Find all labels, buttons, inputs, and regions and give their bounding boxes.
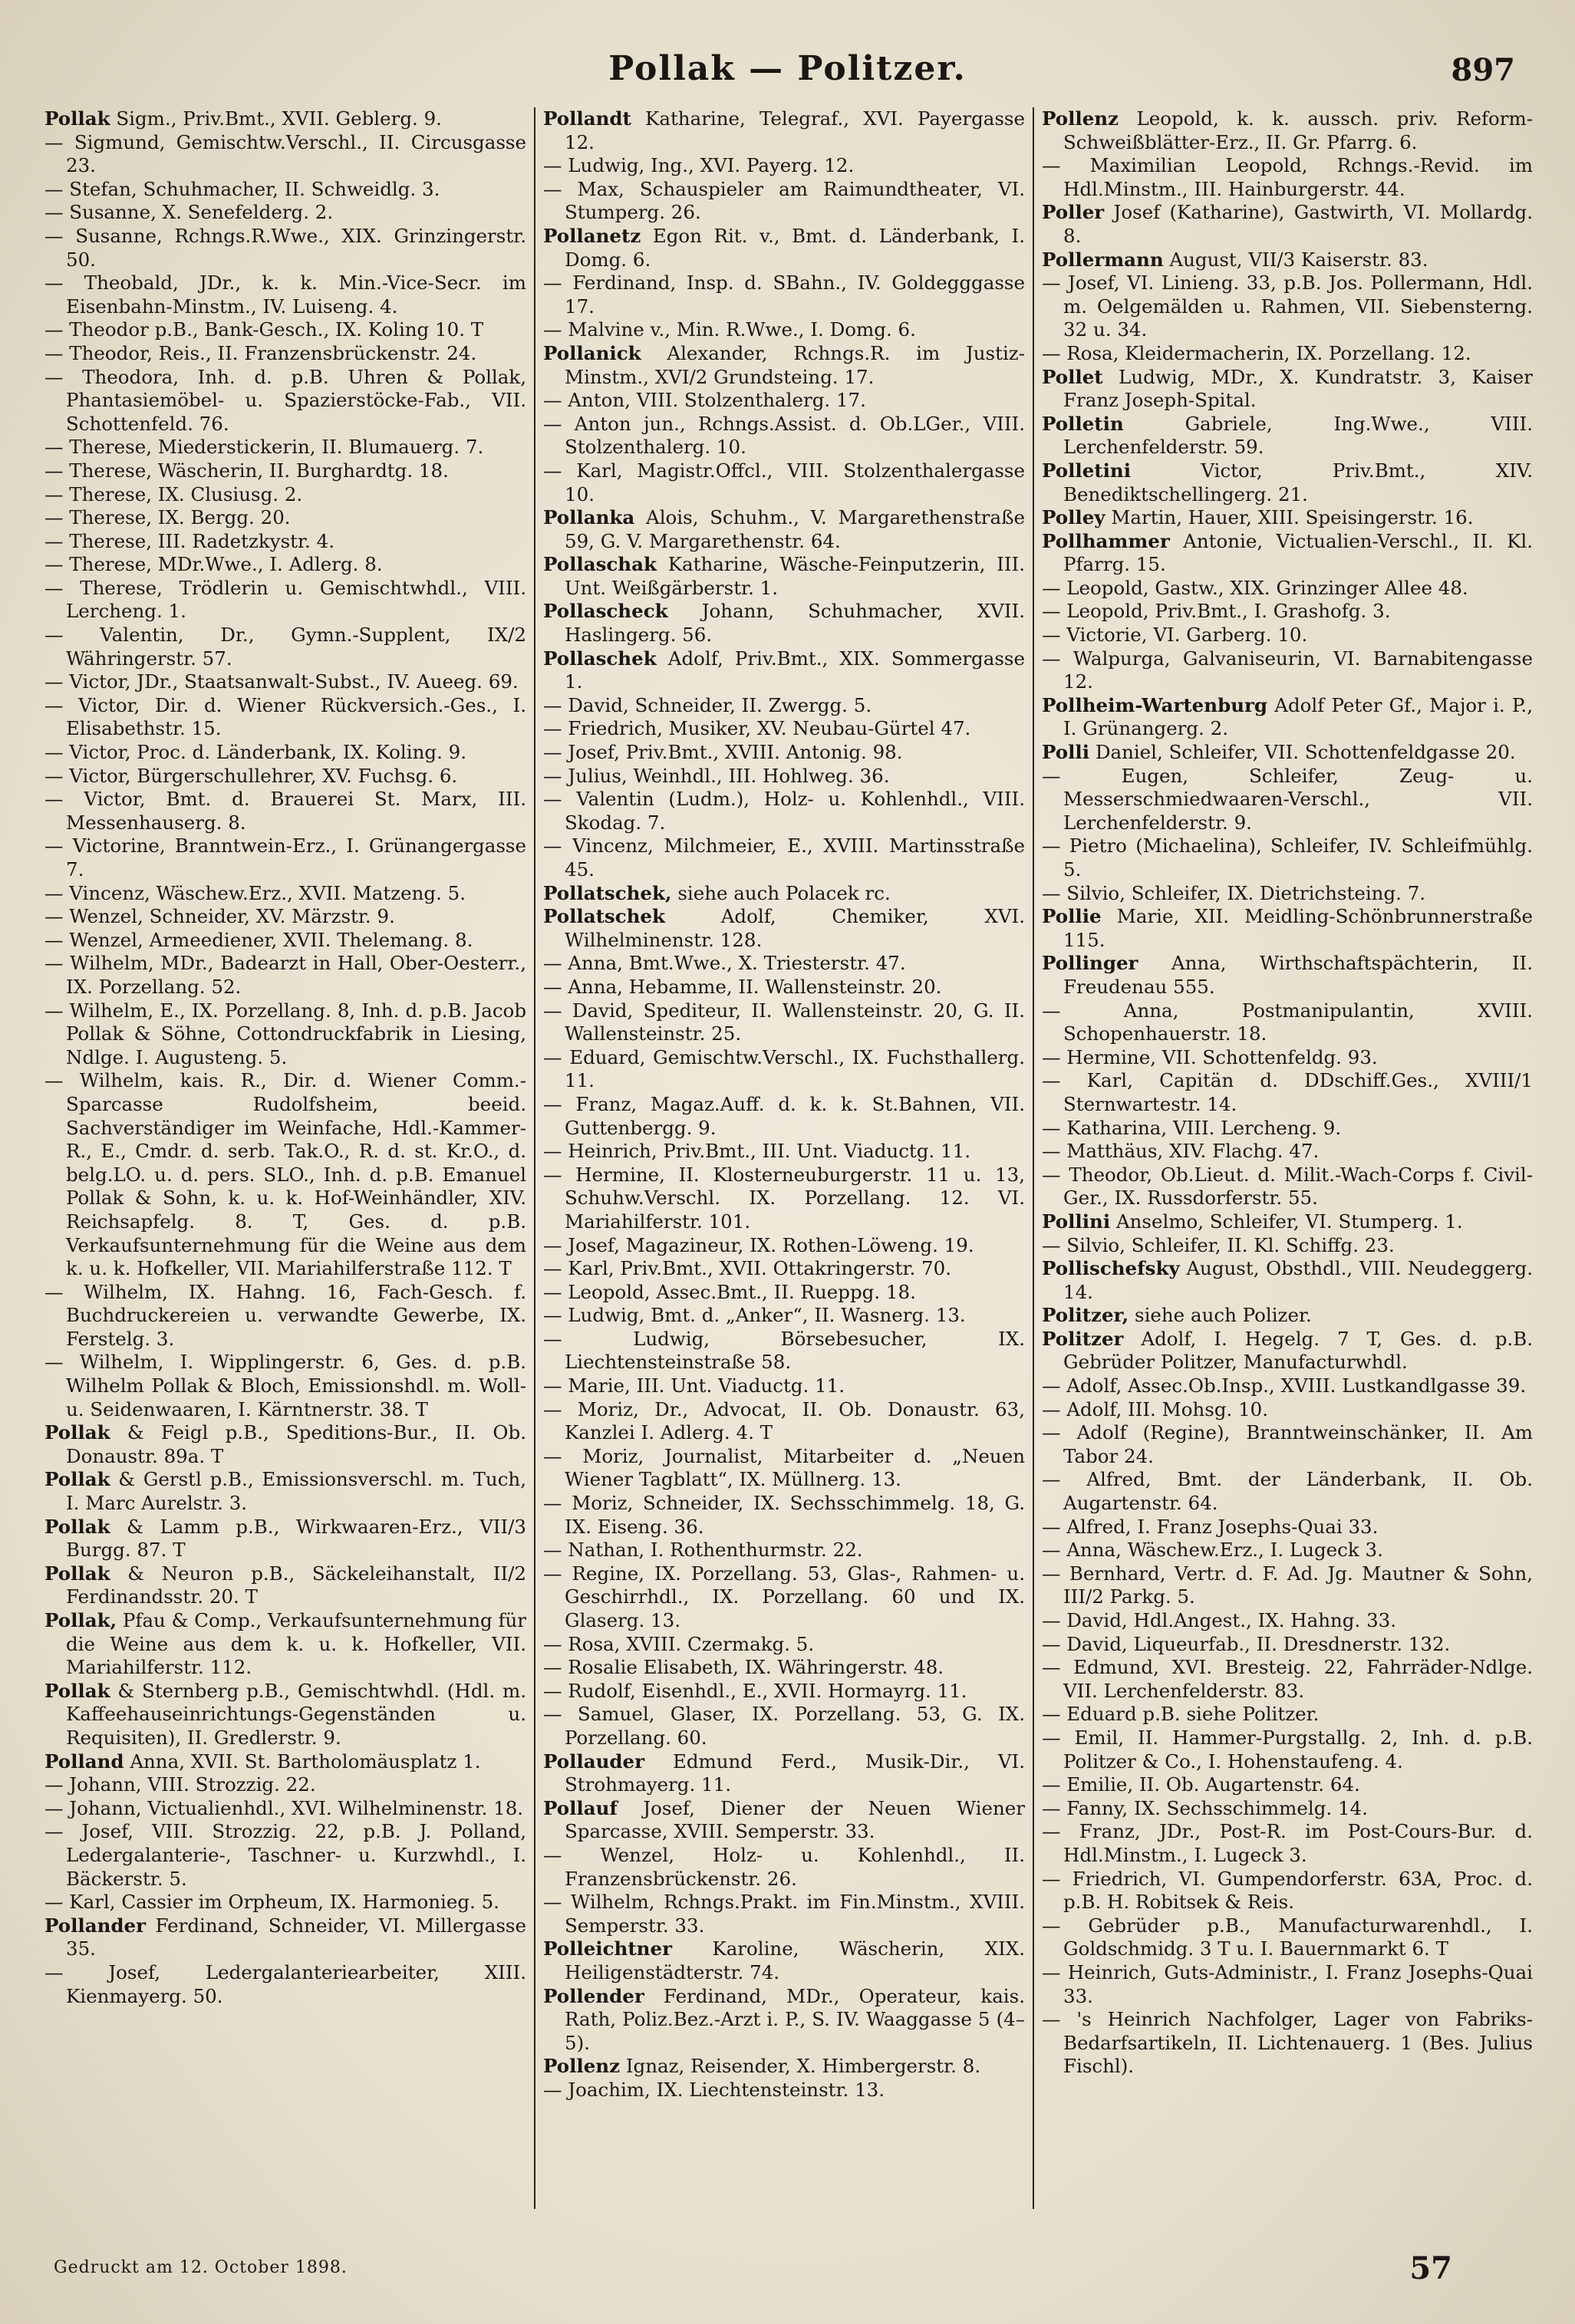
directory-entry: — Karl, Priv.Bmt., XVII. Ottakringerstr. 70. — [543, 1257, 952, 1280]
directory-entry: — Victor, Dir. d. Wiener Rückversich.-Ges., I. Elisabethstr. 15. — [44, 693, 526, 740]
headword: Poller — [1042, 201, 1105, 224]
directory-entry: — Wenzel, Armeediener, XVII. Thelemang. 8. — [44, 928, 473, 951]
headword: Pollender — [543, 1984, 644, 2007]
directory-entry: Pollak & Gerstl p.B., Emissionsverschl. m. Tuch, I. Marc Aurelstr. 3. — [44, 1468, 526, 1515]
directory-entry: — Therese, Miederstickerin, II. Blumauerg. 7. — [44, 436, 484, 459]
directory-entry: — Regine, IX. Porzellang. 53, Glas-, Rahmen- u. Geschirrhdl., IX. Porzellang. 60 und IX. Glaserg. 13. — [543, 1562, 1025, 1631]
directory-entry: — Ferdinand, Insp. d. SBahn., IV. Goldegggasse 17. — [543, 272, 1025, 318]
directory-entry: — Pietro (Michaelina), Schleifer, IV. Schleifmühlg. 5. — [1042, 834, 1533, 881]
directory-entry: Pollini Anselmo, Schleifer, VI. Stumperg. 1. — [1042, 1210, 1463, 1233]
directory-entry: — David, Liqueurfab., II. Dresdnerstr. 132. — [1042, 1632, 1451, 1655]
directory-entry: — Malvine v., Min. R.Wwe., I. Domg. 6. — [543, 318, 916, 341]
directory-entry: — David, Hdl.Angest., IX. Hahng. 33. — [1042, 1609, 1397, 1631]
directory-entry: — Wilhelm, kais. R., Dir. d. Wiener Comm.-Sparcasse Rudolfsheim, beeid. Sachverständiger im Weinfache, Hdl.-Kammer-R., E., Cmdr. d. serb. Tak.O., R. d. st. Kr.O., d. belg.LO. u. d. pers. SLO., Inh. d. p.B. Emanuel Pollak & Sohn, k. u. k. Hof-Weinhändler, XIV. Reichsapfelg. 8. T, Ges. d. p.B. Verkaufsunternehmung für die Weine aus dem k. u. k. Hofkeller, VII. Mariahilferstraße 112. T — [44, 1069, 526, 1280]
headword: Pollet — [1042, 365, 1103, 388]
directory-entry: — Friedrich, Musiker, XV. Neubau-Gürtel 47. — [543, 717, 971, 740]
headword: Politzer, — [1042, 1304, 1129, 1327]
directory-entry: Polli Daniel, Schleifer, VII. Schottenfeldgasse 20. — [1042, 741, 1516, 764]
directory-entry: — Adolf (Regine), Branntweinschänker, II. Am Tabor 24. — [1042, 1421, 1533, 1467]
directory-entry: — Theodor, Reis., II. Franzensbrückenstr. 24. — [44, 341, 477, 364]
directory-entry: — Susanne, X. Senefelderg. 2. — [44, 201, 334, 224]
headword: Pollak — [44, 1562, 110, 1585]
page-number: 897 — [1451, 52, 1515, 88]
directory-entry: — Fanny, IX. Sechsschimmelg. 14. — [1042, 1796, 1368, 1819]
directory-entry: — David, Spediteur, II. Wallensteinstr. 20, G. II. Wallensteinstr. 25. — [543, 999, 1025, 1045]
directory-entry: Pollaschek Adolf, Priv.Bmt., XIX. Sommergasse 1. — [543, 647, 1025, 693]
directory-entry: — Sigmund, Gemischtw.Verschl., II. Circusgasse 23. — [44, 130, 526, 177]
directory-entry: — Karl, Capitän d. DDschiff.Ges., XVIII/1 Sternwartestr. 14. — [1042, 1069, 1533, 1115]
directory-entry: — Edmund, XVI. Bresteig. 22, Fahrräder-Ndlge. VII. Lerchenfelderstr. 83. — [1042, 1656, 1533, 1702]
directory-entry: — Therese, MDr.Wwe., I. Adlerg. 8. — [44, 553, 383, 576]
headword: Pollie — [1042, 905, 1102, 928]
directory-entry: — Valentin, Dr., Gymn.-Supplent, IX/2 Währingerstr. 57. — [44, 624, 526, 670]
directory-entry: — Julius, Weinhdl., III. Hohlweg. 36. — [543, 764, 890, 787]
directory-entry: — Adolf, Assec.Ob.Insp., XVIII. Lustkandlgasse 39. — [1042, 1374, 1527, 1397]
directory-entry: — Johann, Victualienhdl., XVI. Wilhelminenstr. 18. — [44, 1796, 524, 1819]
directory-entry: — Adolf, III. Mohsg. 10. — [1042, 1397, 1269, 1420]
directory-entry: Pollanetz Egon Rit. v., Bmt. d. Länderbank, I. Domg. 6. — [543, 224, 1025, 271]
directory-entry: — Moriz, Dr., Advocat, II. Ob. Donaustr. 63, Kanzlei I. Adlerg. 4. T — [543, 1397, 1025, 1444]
directory-entry: — Rosalie Elisabeth, IX. Währingerstr. 48. — [543, 1656, 944, 1679]
directory-entry: — Karl, Cassier im Orpheum, IX. Harmonieg. 5. — [44, 1891, 499, 1914]
sheet-number: 57 — [1409, 2250, 1452, 2286]
column-3 — [1042, 107, 1533, 2209]
directory-entry: — Eduard p.B. siehe Politzer. — [1042, 1703, 1320, 1726]
directory-entry: — Anna, Wäschew.Erz., I. Lugeck 3. — [1042, 1539, 1383, 1562]
headword: Pollak — [44, 1468, 110, 1491]
page-header — [46, 49, 1529, 103]
directory-entry: — Marie, III. Unt. Viaductg. 11. — [543, 1374, 845, 1397]
directory-entry: — Gebrüder p.B., Manufacturwarenhdl., I. Goldschmidg. 3 T u. I. Bauernmarkt 6. T — [1042, 1914, 1533, 1960]
headword: Pollini — [1042, 1210, 1111, 1233]
directory-entry: — Therese, Wäscherin, II. Burghardtg. 18. — [44, 459, 449, 482]
directory-entry: Pollenz Ignaz, Reisender, X. Himbergerstr. 8. — [543, 2055, 981, 2078]
directory-entry: — Josef, Ledergalanteriearbeiter, XIII. Kienmayerg. 50. — [44, 1960, 526, 2007]
headword: Pollandt — [543, 107, 631, 130]
directory-entry: — Leopold, Assec.Bmt., II. Rueppg. 18. — [543, 1280, 916, 1303]
directory-entry: — Vincenz, Wäschew.Erz., XVII. Matzeng. 5. — [44, 881, 466, 904]
directory-entry: Polleichtner Karoline, Wäscherin, XIX. Heiligenstädterstr. 74. — [543, 1937, 1025, 1983]
directory-entry: Pollak & Feigl p.B., Speditions-Bur., II. Ob. Donaustr. 89a. T — [44, 1421, 526, 1467]
directory-entry: — Franz, JDr., Post-R. im Post-Cours-Bur. d. Hdl.Minstm., I. Lugeck 3. — [1042, 1820, 1533, 1866]
directory-entry: — Therese, Trödlerin u. Gemischtwhdl., VIII. Lercheng. 1. — [44, 576, 526, 623]
directory-entry: Polland Anna, XVII. St. Bartholomäusplatz 1. — [44, 1750, 481, 1773]
directory-entry: — Silvio, Schleifer, IX. Dietrichsteing. 7. — [1042, 881, 1426, 904]
column-1 — [44, 107, 526, 2209]
headword: Pollanetz — [543, 224, 641, 247]
headword: Pollak — [44, 1421, 110, 1444]
directory-entry: — Josef, VIII. Strozzig. 22, p.B. J. Polland, Ledergalanterie-, Taschner- u. Kurzwhdl., I. Bäckerstr. 5. — [44, 1820, 526, 1890]
directory-entry: — Maximilian Leopold, Rchngs.-Revid. im Hdl.Minstm., III. Hainburgerstr. 44. — [1042, 154, 1533, 200]
headword: Pollak — [44, 1515, 110, 1538]
directory-entry: Pollermann August, VII/3 Kaiserstr. 83. — [1042, 248, 1428, 271]
directory-entry: — Heinrich, Priv.Bmt., III. Unt. Viaductg. 11. — [543, 1140, 971, 1163]
directory-entry: Pollak & Lamm p.B., Wirkwaaren-Erz., VII/3 Burgg. 87. T — [44, 1515, 526, 1562]
directory-entry: — Josef, Magazineur, IX. Rothen-Löweng. 19. — [543, 1233, 974, 1256]
directory-entry: — Theodor p.B., Bank-Gesch., IX. Koling 10. T — [44, 318, 484, 341]
directory-entry: — Katharina, VIII. Lercheng. 9. — [1042, 1116, 1342, 1139]
headword: Pollak — [44, 1679, 110, 1702]
headword: Polland — [44, 1750, 124, 1773]
directory-entry: — Anna, Hebamme, II. Wallensteinstr. 20. — [543, 975, 942, 998]
headword: Pollatschek — [543, 905, 665, 928]
directory-entry: — Anton, VIII. Stolzenthalerg. 17. — [543, 389, 866, 412]
headword: Pollaschek — [543, 647, 657, 670]
directory-entry: — Bernhard, Vertr. d. F. Ad. Jg. Mautner & Sohn, III/2 Parkg. 5. — [1042, 1562, 1533, 1608]
directory-entry: — Stefan, Schuhmacher, II. Schweidlg. 3. — [44, 177, 440, 200]
directory-entry: — Ludwig, Bmt. d. „Anker“, II. Wasnerg. 13. — [543, 1304, 966, 1327]
directory-entry: — Wilhelm, E., IX. Porzellang. 8, Inh. d. p.B. Jacob Pollak & Söhne, Cottondruckfabrik in Liesing, Ndlge. I. Augusteng. 5. — [44, 999, 526, 1068]
column-2 — [543, 107, 1025, 2209]
headword: Pollanka — [543, 506, 635, 529]
headword: Polleichtner — [543, 1937, 672, 1960]
directory-entry: — Moriz, Schneider, IX. Sechsschimmelg. 18, G. IX. Eiseng. 36. — [543, 1492, 1025, 1538]
directory-entry: Polletin Gabriele, Ing.Wwe., VIII. Lerchenfelderstr. 59. — [1042, 412, 1533, 459]
directory-entry: Pollander Ferdinand, Schneider, VI. Millergasse 35. — [44, 1914, 526, 1960]
directory-entry: — Wilhelm, MDr., Badearzt in Hall, Ober-Oesterr., IX. Porzellang. 52. — [44, 952, 526, 998]
directory-entry: Pollauf Josef, Diener der Neuen Wiener Sparcasse, XVIII. Semperstr. 33. — [543, 1796, 1025, 1843]
directory-entry: — Matthäus, XIV. Flachg. 47. — [1042, 1140, 1320, 1163]
directory-entry: — Heinrich, Guts-Administr., I. Franz Josephs-Quai 33. — [1042, 1960, 1533, 2007]
headword: Pollermann — [1042, 248, 1164, 271]
running-head: Pollak — Politzer. — [608, 49, 967, 88]
column-rule — [1033, 107, 1034, 2209]
directory-entry: — Anna, Postmanipulantin, XVIII. Schopenhauerstr. 18. — [1042, 999, 1533, 1045]
directory-entry: Pollender Ferdinand, MDr., Operateur, kais. Rath, Poliz.Bez.-Arzt i. P., S. IV. Waaggasse 5 (4–5). — [543, 1984, 1025, 2054]
directory-entry: — Eduard, Gemischtw.Verschl., IX. Fuchsthallerg. 11. — [543, 1045, 1025, 1092]
headword: Pollhammer — [1042, 529, 1170, 552]
directory-entry: — Alfred, Bmt. der Länderbank, II. Ob. Augartenstr. 64. — [1042, 1468, 1533, 1515]
headword: Pollak — [44, 107, 110, 130]
directory-entry: — Wenzel, Holz- u. Kohlenhdl., II. Franzensbrückenstr. 26. — [543, 1843, 1025, 1890]
directory-entry: — Susanne, Rchngs.R.Wwe., XIX. Grinzingerstr. 50. — [44, 224, 526, 271]
directory-entry: — Victorie, VI. Garberg. 10. — [1042, 624, 1308, 647]
directory-entry: — Therese, IX. Clusiusg. 2. — [44, 482, 303, 505]
headword: Pollauder — [543, 1750, 645, 1773]
directory-entry: — Franz, Magaz.Auff. d. k. k. St.Bahnen, VII. Guttenbergg. 9. — [543, 1092, 1025, 1139]
directory-entry: — Alfred, I. Franz Josephs-Quai 33. — [1042, 1515, 1379, 1538]
column-rule — [534, 107, 535, 2209]
page-footer — [54, 2250, 1529, 2301]
directory-entry: — Hermine, VII. Schottenfeldg. 93. — [1042, 1045, 1378, 1068]
directory-entry: — Josef, Priv.Bmt., XVIII. Antonig. 98. — [543, 741, 903, 764]
directory-entry: Pollie Marie, XII. Meidling-Schönbrunnerstraße 115. — [1042, 905, 1533, 951]
directory-entry: Pollinger Anna, Wirthschaftspächterin, II. Freudenau 555. — [1042, 952, 1533, 998]
directory-entry: Pollenz Leopold, k. k. aussch. priv. Reform-Schweißblätter-Erz., II. Gr. Pfarrg. 6. — [1042, 107, 1533, 153]
directory-entry: — Leopold, Priv.Bmt., I. Grashofg. 3. — [1042, 600, 1391, 623]
directory-entry: Politzer, siehe auch Polizer. — [1042, 1304, 1312, 1327]
directory-entry: — Wilhelm, I. Wipplingerstr. 6, Ges. d. p.B. Wilhelm Pollak & Bloch, Emissionshdl. m. Woll- u. Seidenwaaren, I. Kärntnerstr. 38. T — [44, 1351, 526, 1420]
directory-entry: Politzer Adolf, I. Hegelg. 7 T, Ges. d. p.B. Gebrüder Politzer, Manufacturwhdl. — [1042, 1327, 1533, 1374]
directory-entry: — Leopold, Gastw., XIX. Grinzinger Allee 48. — [1042, 576, 1468, 599]
directory-entry: — Rudolf, Eisenhdl., E., XVII. Hormayrg. 11. — [543, 1679, 967, 1702]
directory-entry: Pollauder Edmund Ferd., Musik-Dir., VI. Strohmayerg. 11. — [543, 1750, 1025, 1796]
directory-entry: — Theodora, Inh. d. p.B. Uhren & Pollak, Phantasiemöbel- u. Spazierstöcke-Fab., VII. Schottenfeld. 76. — [44, 365, 526, 435]
directory-entry: — Rosa, Kleidermacherin, IX. Porzellang. 12. — [1042, 341, 1471, 364]
directory-entry: — Johann, VIII. Strozzig. 22. — [44, 1773, 316, 1796]
directory-entry: — Valentin (Ludm.), Holz- u. Kohlenhdl., VIII. Skodag. 7. — [543, 788, 1025, 834]
directory-entry: — Walpurga, Galvaniseurin, VI. Barnabitengasse 12. — [1042, 647, 1533, 693]
directory-entry: Pollheim-Wartenburg Adolf Peter Gf., Major i. P., I. Grünangerg. 2. — [1042, 693, 1533, 740]
headword: Pollenz — [1042, 107, 1119, 130]
directory-entry: — Victorine, Branntwein-Erz., I. Grünangergasse 7. — [44, 834, 526, 881]
print-date: Gedruckt am 12. October 1898. — [54, 2258, 348, 2277]
directory-entry: — Theodor, Ob.Lieut. d. Milit.-Wach-Corps f. Civil-Ger., IX. Russdorferstr. 55. — [1042, 1163, 1533, 1210]
directory-entry: — Theobald, JDr., k. k. Min.-Vice-Secr. im Eisenbahn-Minstm., IV. Luiseng. 4. — [44, 272, 526, 318]
directory-entry: Pollet Ludwig, MDr., X. Kundratstr. 3, Kaiser Franz Joseph-Spital. — [1042, 365, 1533, 412]
directory-entry: — Rosa, XVIII. Czermakg. 5. — [543, 1632, 815, 1655]
headword: Pollinger — [1042, 952, 1138, 975]
headword: Pollatschek, — [543, 881, 672, 904]
directory-entry: — Eugen, Schleifer, Zeug- u. Messerschmiedwaaren-Verschl., VII. Lerchenfelderstr. 9. — [1042, 764, 1533, 834]
directory-entry: Polley Martin, Hauer, XIII. Speisingerstr. 16. — [1042, 506, 1474, 529]
directory-entry: — Therese, III. Radetzkystr. 4. — [44, 529, 335, 552]
directory-entry: — Emilie, II. Ob. Augartenstr. 64. — [1042, 1773, 1360, 1796]
directory-entry: — Moriz, Journalist, Mitarbeiter d. „Neuen Wiener Tagblatt“, IX. Müllnerg. 13. — [543, 1444, 1025, 1491]
directory-entry: — Victor, Proc. d. Länderbank, IX. Koling. 9. — [44, 741, 467, 764]
directory-entry: — Ludwig, Börsebesucher, IX. Liechtensteinstraße 58. — [543, 1327, 1025, 1374]
directory-entry: Pollanka Alois, Schuhm., V. Margarethenstraße 59, G. V. Margarethenstr. 64. — [543, 506, 1025, 552]
directory-entry: — Josef, VI. Linieng. 33, p.B. Jos. Pollermann, Hdl. m. Oelgemälden u. Rahmen, VII. Siebensterng. 32 u. 34. — [1042, 272, 1533, 341]
directory-entry: — Ludwig, Ing., XVI. Payerg. 12. — [543, 154, 855, 177]
directory-entry: — Max, Schauspieler am Raimundtheater, VI. Stumperg. 26. — [543, 177, 1025, 224]
directory-entry: Pollandt Katharine, Telegraf., XVI. Payergasse 12. — [543, 107, 1025, 153]
headword: Pollaschak — [543, 553, 657, 576]
directory-entry: — David, Schneider, II. Zwergg. 5. — [543, 693, 872, 716]
headword: Pollak, — [44, 1609, 117, 1631]
directory-entry: Pollak & Sternberg p.B., Gemischtwhdl. (Hdl. m. Kaffeehauseinrichtungs-Gegenständen u. Requisiten), II. Gredlerstr. 9. — [44, 1679, 526, 1749]
directory-entry: Poller Josef (Katharine), Gastwirth, VI. Mollardg. 8. — [1042, 201, 1533, 247]
headword: Pollascheck — [543, 600, 668, 623]
directory-entry: — Hermine, II. Klosterneuburgerstr. 11 u. 13, Schuhw.Verschl. IX. Porzellang. 12. VI. Mariahilferstr. 101. — [543, 1163, 1025, 1233]
directory-entry: — Victor, Bmt. d. Brauerei St. Marx, III. Messenhauserg. 8. — [44, 788, 526, 834]
directory-entry: — Friedrich, VI. Gumpendorferstr. 63A, Proc. d. p.B. H. Robitsek & Reis. — [1042, 1867, 1533, 1914]
directory-entry: — Victor, JDr., Staatsanwalt-Subst., IV. Aueeg. 69. — [44, 670, 519, 693]
directory-columns — [44, 107, 1533, 2209]
directory-entry: Pollischefsky August, Obsthdl., VIII. Neudeggerg. 14. — [1042, 1257, 1533, 1303]
directory-entry: Polletini Victor, Priv.Bmt., XIV. Benediktschellingerg. 21. — [1042, 459, 1533, 505]
directory-entry: Pollak Sigm., Priv.Bmt., XVII. Geblerg. 9. — [44, 107, 442, 130]
headword: Polley — [1042, 506, 1105, 529]
directory-entry: — Joachim, IX. Liechtensteinstr. 13. — [543, 2078, 885, 2101]
directory-entry: Pollatschek, siehe auch Polacek rc. — [543, 881, 891, 904]
directory-entry: — Emil, II. Hammer-Purgstallg. 2, Inh. d. p.B. Politzer & Co., I. Hohenstaufeng. 4. — [1042, 1726, 1533, 1773]
directory-entry: Pollak & Neuron p.B., Säckeleihanstalt, II/2 Ferdinandsstr. 20. T — [44, 1562, 526, 1608]
directory-entry: Pollascheck Johann, Schuhmacher, XVII. Haslingerg. 56. — [543, 600, 1025, 647]
directory-entry: — Samuel, Glaser, IX. Porzellang. 53, G. IX. Porzellang. 60. — [543, 1703, 1025, 1749]
headword: Polletini — [1042, 459, 1132, 482]
headword: Pollheim-Wartenburg — [1042, 693, 1268, 716]
directory-entry: — Wenzel, Schneider, XV. Märzstr. 9. — [44, 905, 395, 928]
directory-entry: — Therese, IX. Bergg. 20. — [44, 506, 291, 529]
headword: Pollenz — [543, 2055, 621, 2078]
directory-entry: — Victor, Bürgerschullehrer, XV. Fuchsg. 6. — [44, 764, 458, 787]
directory-entry: Pollatschek Adolf, Chemiker, XVI. Wilhelminenstr. 128. — [543, 905, 1025, 951]
headword: Polletin — [1042, 412, 1124, 435]
directory-entry: Pollanick Alexander, Rchngs.R. im Justiz-Minstm., XVI/2 Grundsteing. 17. — [543, 341, 1025, 388]
directory-entry: — Silvio, Schleifer, II. Kl. Schiffg. 23. — [1042, 1233, 1395, 1256]
directory-entry: Pollhammer Antonie, Victualien-Verschl., II. Kl. Pfarrg. 15. — [1042, 529, 1533, 576]
directory-entry: — Karl, Magistr.Offcl., VIII. Stolzenthalergasse 10. — [543, 459, 1025, 505]
headword: Pollauf — [543, 1796, 618, 1819]
directory-entry: — Wilhelm, IX. Hahng. 16, Fach-Gesch. f. Buchdruckereien u. verwandte Gewerbe, IX. Ferstelg. 3. — [44, 1280, 526, 1350]
directory-entry: Pollak, Pfau & Comp., Verkaufsunternehmung für die Weine aus dem k. u. k. Hofkeller, VII. Mariahilferstr. 112. — [44, 1609, 526, 1679]
directory-entry: — Anton jun., Rchngs.Assist. d. Ob.LGer., VIII. Stolzenthalerg. 10. — [543, 412, 1025, 459]
headword: Polli — [1042, 741, 1090, 764]
directory-entry: — Nathan, I. Rothenthurmstr. 22. — [543, 1539, 863, 1562]
directory-entry: — Wilhelm, Rchngs.Prakt. im Fin.Minstm., XVIII. Semperstr. 33. — [543, 1891, 1025, 1937]
headword: Politzer — [1042, 1327, 1124, 1350]
headword: Pollanick — [543, 341, 641, 364]
directory-entry: — 's Heinrich Nachfolger, Lager von Fabriks-Bedarfsartikeln, II. Lichtenauerg. 1 (Bes. Julius Fischl). — [1042, 2008, 1533, 2078]
directory-entry: Pollaschak Katharine, Wäsche-Feinputzerin, III. Unt. Weißgärberstr. 1. — [543, 553, 1025, 599]
directory-entry: — Vincenz, Milchmeier, E., XVIII. Martinsstraße 45. — [543, 834, 1025, 881]
headword: Pollischefsky — [1042, 1257, 1180, 1280]
headword: Pollander — [44, 1914, 147, 1937]
directory-entry: — Anna, Bmt.Wwe., X. Triesterstr. 47. — [543, 952, 906, 975]
